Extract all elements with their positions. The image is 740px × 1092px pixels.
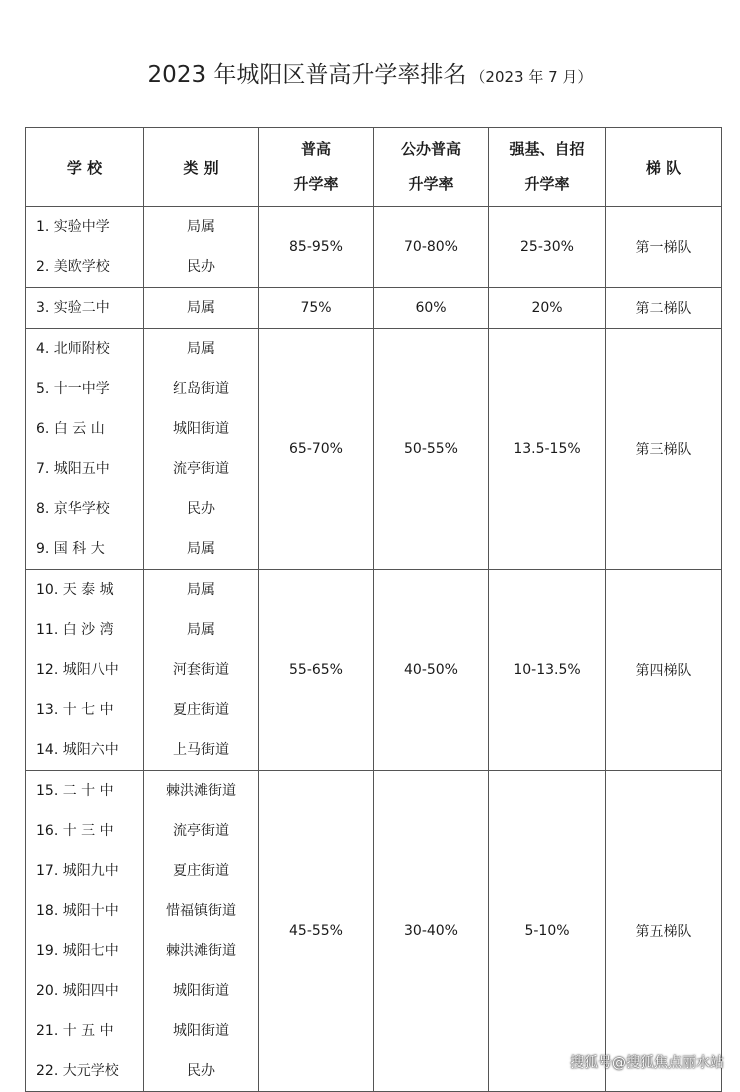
header-category: 类 别 [144,128,259,207]
school-category: 局属 [187,341,215,357]
school-category: 局属 [187,541,215,557]
school-category: 流亭街道 [173,823,229,839]
school-category: 局属 [187,582,215,598]
rate-general: 75% [259,288,374,329]
ranking-table [25,127,722,1092]
tier-label: 第一梯队 [606,207,722,288]
rate-general: 85-95% [259,207,374,288]
school-name: 12. 城阳八中 [36,662,119,678]
header-rate1: 普高 升学率 [259,128,374,207]
school-category: 城阳街道 [173,1023,229,1039]
school-category: 城阳街道 [173,983,229,999]
tier-label: 第五梯队 [606,771,722,1092]
category-list [144,570,259,771]
school-list [26,329,144,570]
school-name: 8. 京华学校 [36,501,110,517]
tier-group-row [26,570,722,771]
school-category: 局属 [187,219,215,235]
school-name: 18. 城阳十中 [36,903,119,919]
school-category: 河套街道 [173,662,229,678]
rate-public: 70-80% [374,207,489,288]
school-name: 20. 城阳四中 [36,983,119,999]
school-name: 10. 天 泰 城 [36,582,114,598]
school-category: 棘洪滩街道 [166,783,236,799]
school-name: 17. 城阳九中 [36,863,119,879]
rate-public: 60% [374,288,489,329]
school-name: 19. 城阳七中 [36,943,119,959]
category-list [144,288,259,329]
school-name: 22. 大元学校 [36,1063,119,1079]
header-tier: 梯 队 [606,128,722,207]
rate-public: 30-40% [374,771,489,1092]
school-list [26,771,144,1092]
title-main: 2023 年城阳区普高升学率排名 [147,62,467,88]
school-name: 4. 北师附校 [36,341,110,357]
tier-label: 第三梯队 [606,329,722,570]
tier-group-row [26,207,722,288]
rate-special: 5-10% [489,771,606,1092]
school-name: 1. 实验中学 [36,219,110,235]
rate-general: 45-55% [259,771,374,1092]
rate-general: 55-65% [259,570,374,771]
header-school: 学 校 [26,128,144,207]
rate-public: 40-50% [374,570,489,771]
school-list [26,570,144,771]
school-list [26,288,144,329]
rate-public: 50-55% [374,329,489,570]
header-row [26,128,722,207]
school-name: 7. 城阳五中 [36,461,110,477]
rate-general: 65-70% [259,329,374,570]
tier-group-row [26,329,722,570]
tier-group-row [26,288,722,329]
category-list [144,771,259,1092]
school-category: 红岛街道 [173,381,229,397]
watermark: 搜狐号@搜狐焦点丽水站 [570,1055,724,1071]
tier-label: 第二梯队 [606,288,722,329]
school-category: 城阳街道 [173,421,229,437]
tier-group-row [26,771,722,1092]
school-category: 民办 [187,1063,215,1079]
page-title [0,56,740,89]
school-name: 14. 城阳六中 [36,742,119,758]
school-name: 16. 十 三 中 [36,823,114,839]
school-category: 流亭街道 [173,461,229,477]
school-category: 上马街道 [173,742,229,758]
school-name: 3. 实验二中 [36,300,110,316]
school-category: 局属 [187,622,215,638]
school-name: 13. 十 七 中 [36,702,114,718]
rate-special: 13.5-15% [489,329,606,570]
rate-special: 25-30% [489,207,606,288]
header-rate2: 公办普高 升学率 [374,128,489,207]
school-category: 棘洪滩街道 [166,943,236,959]
school-category: 民办 [187,501,215,517]
title-date: （2023 年 7 月） [470,68,593,86]
school-name: 5. 十一中学 [36,381,110,397]
header-rate3: 强基、自招 升学率 [489,128,606,207]
school-category: 夏庄街道 [173,863,229,879]
school-name: 15. 二 十 中 [36,783,114,799]
category-list [144,329,259,570]
school-list [26,207,144,288]
tier-label: 第四梯队 [606,570,722,771]
school-category: 局属 [187,300,215,316]
school-name: 11. 白 沙 湾 [36,622,114,638]
rate-special: 10-13.5% [489,570,606,771]
school-category: 惜福镇街道 [166,903,236,919]
category-list [144,207,259,288]
school-name: 9. 国 科 大 [36,541,105,557]
school-category: 夏庄街道 [173,702,229,718]
school-category: 民办 [187,259,215,275]
school-name: 21. 十 五 中 [36,1023,114,1039]
school-name: 6. 白 云 山 [36,421,105,437]
school-name: 2. 美欧学校 [36,259,110,275]
rate-special: 20% [489,288,606,329]
